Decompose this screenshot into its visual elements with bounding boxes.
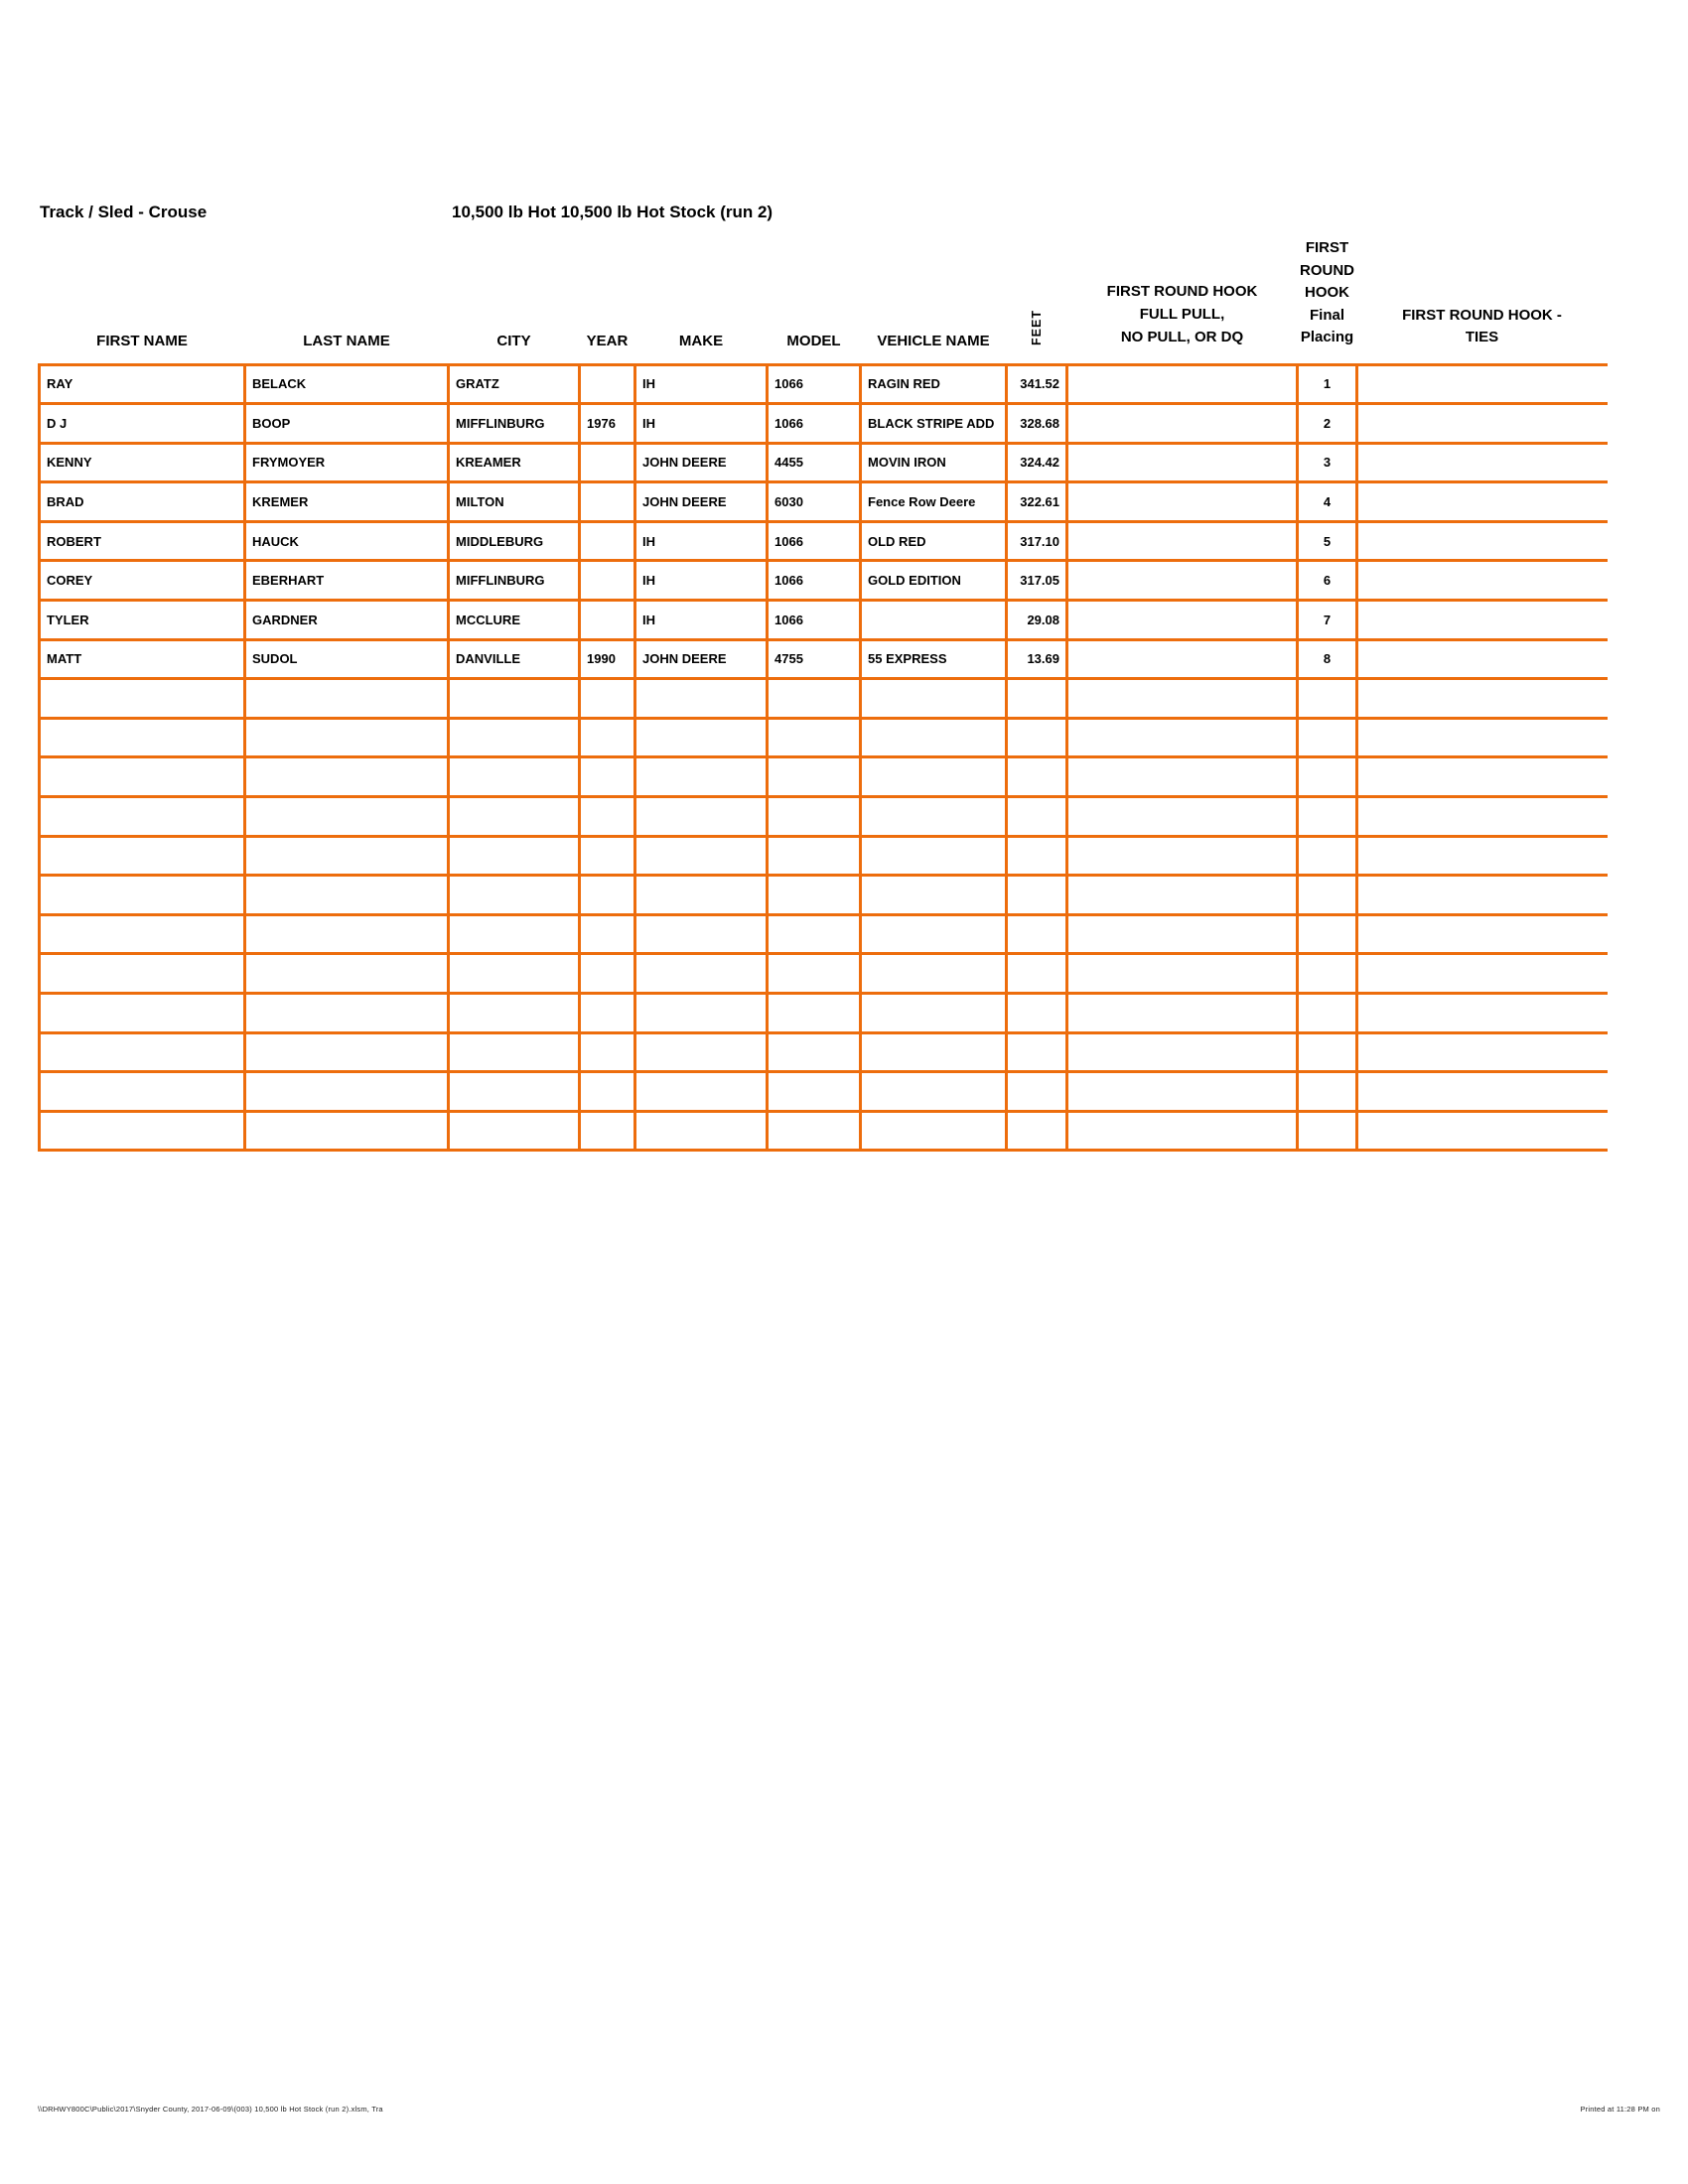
cell-vehicle-name [861,954,1007,994]
empty-table-row [40,757,1608,797]
cell-year [580,914,635,954]
cell-make [635,836,768,876]
cell-model: 4755 [768,639,861,679]
cell-city: GRATZ [449,364,580,404]
cell-first-name: COREY [40,561,245,601]
cell-ties [1357,718,1608,757]
cell-ties [1357,521,1608,561]
empty-table-row [40,914,1608,954]
header-feet: FEET [1030,309,1044,345]
empty-table-row [40,1072,1608,1112]
cell-model [768,876,861,915]
cell-feet: 317.10 [1007,521,1067,561]
cell-final-placing: 4 [1298,482,1357,522]
cell-feet [1007,876,1067,915]
cell-ties [1357,836,1608,876]
cell-year [580,718,635,757]
cell-vehicle-name [861,1111,1007,1151]
cell-first-name: BRAD [40,482,245,522]
cell-last-name: KREMER [245,482,449,522]
cell-make [635,994,768,1033]
empty-table-row [40,1111,1608,1151]
cell-final-placing [1298,954,1357,994]
cell-model [768,718,861,757]
table-row [40,364,1608,404]
cell-last-name [245,994,449,1033]
footer-file-path: \\DRHWY800C\Public\2017\Snyder County, 2017-06-09\(003) 10,500 lb Hot Stock (run 2).xlsm, Tra [38,2105,383,2114]
cell-first-name [40,954,245,994]
cell-first-round-result [1067,561,1298,601]
cell-make [635,1072,768,1112]
cell-ties [1357,364,1608,404]
cell-city: MIFFLINBURG [449,561,580,601]
cell-city [449,836,580,876]
cell-final-placing [1298,1072,1357,1112]
class-title: 10,500 lb Hot 10,500 lb Hot Stock (run 2) [452,203,774,221]
cell-feet [1007,797,1067,837]
cell-first-round-result [1067,521,1298,561]
cell-feet [1007,836,1067,876]
cell-model: 1066 [768,364,861,404]
header-first-round-result: FIRST ROUND HOOK FULL PULL, NO PULL, OR DQ [1106,282,1258,346]
cell-city: MILTON [449,482,580,522]
table-row [40,482,1608,522]
cell-first-name [40,1072,245,1112]
cell-ties [1357,561,1608,601]
cell-model [768,994,861,1033]
cell-first-round-result [1067,364,1298,404]
cell-final-placing: 2 [1298,404,1357,444]
cell-model: 1066 [768,521,861,561]
cell-first-name [40,836,245,876]
cell-first-round-result [1067,797,1298,837]
cell-first-round-result [1067,1072,1298,1112]
cell-first-name: D J [40,404,245,444]
cell-city: MIFFLINBURG [449,404,580,444]
cell-model [768,797,861,837]
cell-first-round-result [1067,679,1298,719]
cell-make [635,797,768,837]
cell-city [449,718,580,757]
cell-city [449,757,580,797]
cell-make [635,876,768,915]
cell-first-name [40,718,245,757]
cell-city [449,954,580,994]
results-table [38,237,1608,1152]
cell-first-round-result [1067,876,1298,915]
cell-vehicle-name [861,679,1007,719]
cell-feet: 13.69 [1007,639,1067,679]
cell-feet: 29.08 [1007,601,1067,640]
cell-first-round-result [1067,404,1298,444]
cell-first-round-result [1067,443,1298,482]
cell-last-name [245,757,449,797]
cell-final-placing: 5 [1298,521,1357,561]
cell-model [768,914,861,954]
cell-feet [1007,1072,1067,1112]
cell-year [580,1111,635,1151]
cell-last-name [245,1111,449,1151]
cell-first-name: MATT [40,639,245,679]
cell-model [768,757,861,797]
cell-first-name [40,876,245,915]
cell-vehicle-name [861,1072,1007,1112]
table-row [40,601,1608,640]
cell-last-name [245,876,449,915]
cell-first-round-result [1067,639,1298,679]
empty-table-row [40,718,1608,757]
cell-vehicle-name: OLD RED [861,521,1007,561]
cell-first-name [40,1032,245,1072]
cell-first-name [40,914,245,954]
cell-city [449,1032,580,1072]
header-year: YEAR [586,332,629,349]
cell-year [580,482,635,522]
cell-vehicle-name: RAGIN RED [861,364,1007,404]
cell-last-name [245,679,449,719]
cell-ties [1357,876,1608,915]
cell-ties [1357,404,1608,444]
cell-city: MCCLURE [449,601,580,640]
cell-make: IH [635,521,768,561]
cell-year [580,601,635,640]
cell-last-name [245,1072,449,1112]
header-row [40,237,1608,364]
cell-last-name [245,914,449,954]
cell-final-placing [1298,1032,1357,1072]
table-row [40,443,1608,482]
cell-final-placing [1298,994,1357,1033]
cell-first-round-result [1067,954,1298,994]
footer-printed-at: Printed at 11:28 PM on [1580,2105,1660,2114]
cell-city [449,679,580,719]
cell-make: JOHN DEERE [635,482,768,522]
header-final-placing: FIRST ROUND HOOK Final Placing [1300,239,1354,345]
cell-last-name: SUDOL [245,639,449,679]
cell-vehicle-name: Fence Row Deere [861,482,1007,522]
results-body [40,364,1608,1151]
cell-final-placing: 8 [1298,639,1357,679]
cell-first-round-result [1067,1111,1298,1151]
cell-vehicle-name [861,1032,1007,1072]
empty-table-row [40,994,1608,1033]
cell-vehicle-name: GOLD EDITION [861,561,1007,601]
cell-make [635,718,768,757]
cell-final-placing: 3 [1298,443,1357,482]
cell-city: MIDDLEBURG [449,521,580,561]
cell-model: 1066 [768,561,861,601]
cell-make: JOHN DEERE [635,443,768,482]
cell-ties [1357,639,1608,679]
cell-vehicle-name: BLACK STRIPE ADD [861,404,1007,444]
cell-vehicle-name: MOVIN IRON [861,443,1007,482]
cell-vehicle-name [861,601,1007,640]
cell-city [449,1111,580,1151]
cell-first-name [40,797,245,837]
cell-year [580,994,635,1033]
cell-make: JOHN DEERE [635,639,768,679]
cell-final-placing [1298,836,1357,876]
header-model: MODEL [786,332,841,349]
cell-last-name [245,836,449,876]
cell-model: 4455 [768,443,861,482]
cell-first-name: TYLER [40,601,245,640]
cell-final-placing [1298,718,1357,757]
cell-make [635,1032,768,1072]
cell-last-name: EBERHART [245,561,449,601]
cell-last-name [245,797,449,837]
table-row [40,561,1608,601]
cell-ties [1357,601,1608,640]
cell-final-placing [1298,876,1357,915]
cell-ties [1357,1111,1608,1151]
cell-vehicle-name [861,797,1007,837]
cell-ties [1357,482,1608,522]
cell-feet [1007,718,1067,757]
cell-year [580,364,635,404]
cell-vehicle-name [861,994,1007,1033]
cell-first-round-result [1067,482,1298,522]
cell-city [449,876,580,915]
cell-first-round-result [1067,601,1298,640]
cell-feet: 324.42 [1007,443,1067,482]
cell-year [580,836,635,876]
cell-year [580,679,635,719]
cell-final-placing: 6 [1298,561,1357,601]
cell-vehicle-name [861,757,1007,797]
empty-table-row [40,836,1608,876]
cell-first-round-result [1067,1032,1298,1072]
cell-feet [1007,1032,1067,1072]
cell-last-name: BOOP [245,404,449,444]
cell-vehicle-name [861,914,1007,954]
cell-final-placing [1298,797,1357,837]
cell-final-placing [1298,679,1357,719]
cell-last-name [245,718,449,757]
cell-last-name: HAUCK [245,521,449,561]
cell-year: 1990 [580,639,635,679]
cell-vehicle-name [861,718,1007,757]
cell-feet: 317.05 [1007,561,1067,601]
cell-feet [1007,994,1067,1033]
cell-feet [1007,757,1067,797]
cell-first-name [40,757,245,797]
empty-table-row [40,1032,1608,1072]
cell-first-name: KENNY [40,443,245,482]
cell-ties [1357,1072,1608,1112]
cell-first-round-result [1067,718,1298,757]
cell-model [768,954,861,994]
cell-vehicle-name [861,836,1007,876]
cell-model: 6030 [768,482,861,522]
cell-first-name [40,679,245,719]
empty-table-row [40,954,1608,994]
cell-make: IH [635,601,768,640]
cell-model [768,679,861,719]
cell-ties [1357,797,1608,837]
cell-last-name [245,1032,449,1072]
cell-final-placing [1298,1111,1357,1151]
cell-ties [1357,757,1608,797]
header-vehicle-name: VEHICLE NAME [877,332,990,349]
cell-make [635,757,768,797]
cell-make [635,1111,768,1151]
cell-city: KREAMER [449,443,580,482]
cell-make: IH [635,404,768,444]
cell-city [449,914,580,954]
cell-year [580,561,635,601]
header-make: MAKE [678,332,724,349]
cell-make [635,679,768,719]
cell-model [768,1111,861,1151]
cell-final-placing: 7 [1298,601,1357,640]
cell-ties [1357,954,1608,994]
cell-last-name: FRYMOYER [245,443,449,482]
cell-year [580,1072,635,1112]
cell-ties [1357,914,1608,954]
cell-model [768,1032,861,1072]
cell-year [580,443,635,482]
empty-table-row [40,797,1608,837]
track-sled-title: Track / Sled - Crouse [40,203,208,221]
cell-final-placing [1298,914,1357,954]
cell-first-name: ROBERT [40,521,245,561]
cell-ties [1357,994,1608,1033]
cell-first-round-result [1067,914,1298,954]
cell-feet [1007,679,1067,719]
cell-last-name: BELACK [245,364,449,404]
cell-last-name [245,954,449,994]
cell-first-name: RAY [40,364,245,404]
cell-city: DANVILLE [449,639,580,679]
cell-feet: 328.68 [1007,404,1067,444]
table-row [40,521,1608,561]
cell-first-round-result [1067,757,1298,797]
cell-feet: 341.52 [1007,364,1067,404]
cell-vehicle-name [861,876,1007,915]
cell-make [635,954,768,994]
cell-ties [1357,443,1608,482]
cell-vehicle-name: 55 EXPRESS [861,639,1007,679]
cell-year [580,876,635,915]
empty-table-row [40,876,1608,915]
cell-ties [1357,679,1608,719]
cell-make: IH [635,364,768,404]
header-last-name: LAST NAME [303,332,390,349]
cell-year [580,757,635,797]
cell-last-name: GARDNER [245,601,449,640]
cell-make [635,914,768,954]
cell-first-name [40,994,245,1033]
cell-model: 1066 [768,601,861,640]
cell-city [449,797,580,837]
cell-first-round-result [1067,836,1298,876]
cell-model [768,1072,861,1112]
cell-final-placing [1298,757,1357,797]
cell-feet [1007,954,1067,994]
cell-city [449,994,580,1033]
cell-first-round-result [1067,994,1298,1033]
header-first-name: FIRST NAME [96,332,188,349]
table-row [40,404,1608,444]
cell-model [768,836,861,876]
cell-ties [1357,1032,1608,1072]
cell-year: 1976 [580,404,635,444]
cell-feet [1007,1111,1067,1151]
cell-city [449,1072,580,1112]
header-city: CITY [496,332,531,349]
cell-year [580,1032,635,1072]
cell-feet [1007,914,1067,954]
cell-make: IH [635,561,768,601]
header-ties: FIRST ROUND HOOK - TIES [1402,306,1562,345]
empty-table-row [40,679,1608,719]
cell-feet: 322.61 [1007,482,1067,522]
table-row [40,639,1608,679]
cell-year [580,521,635,561]
cell-first-name [40,1111,245,1151]
cell-year [580,797,635,837]
cell-model: 1066 [768,404,861,444]
cell-final-placing: 1 [1298,364,1357,404]
cell-year [580,954,635,994]
